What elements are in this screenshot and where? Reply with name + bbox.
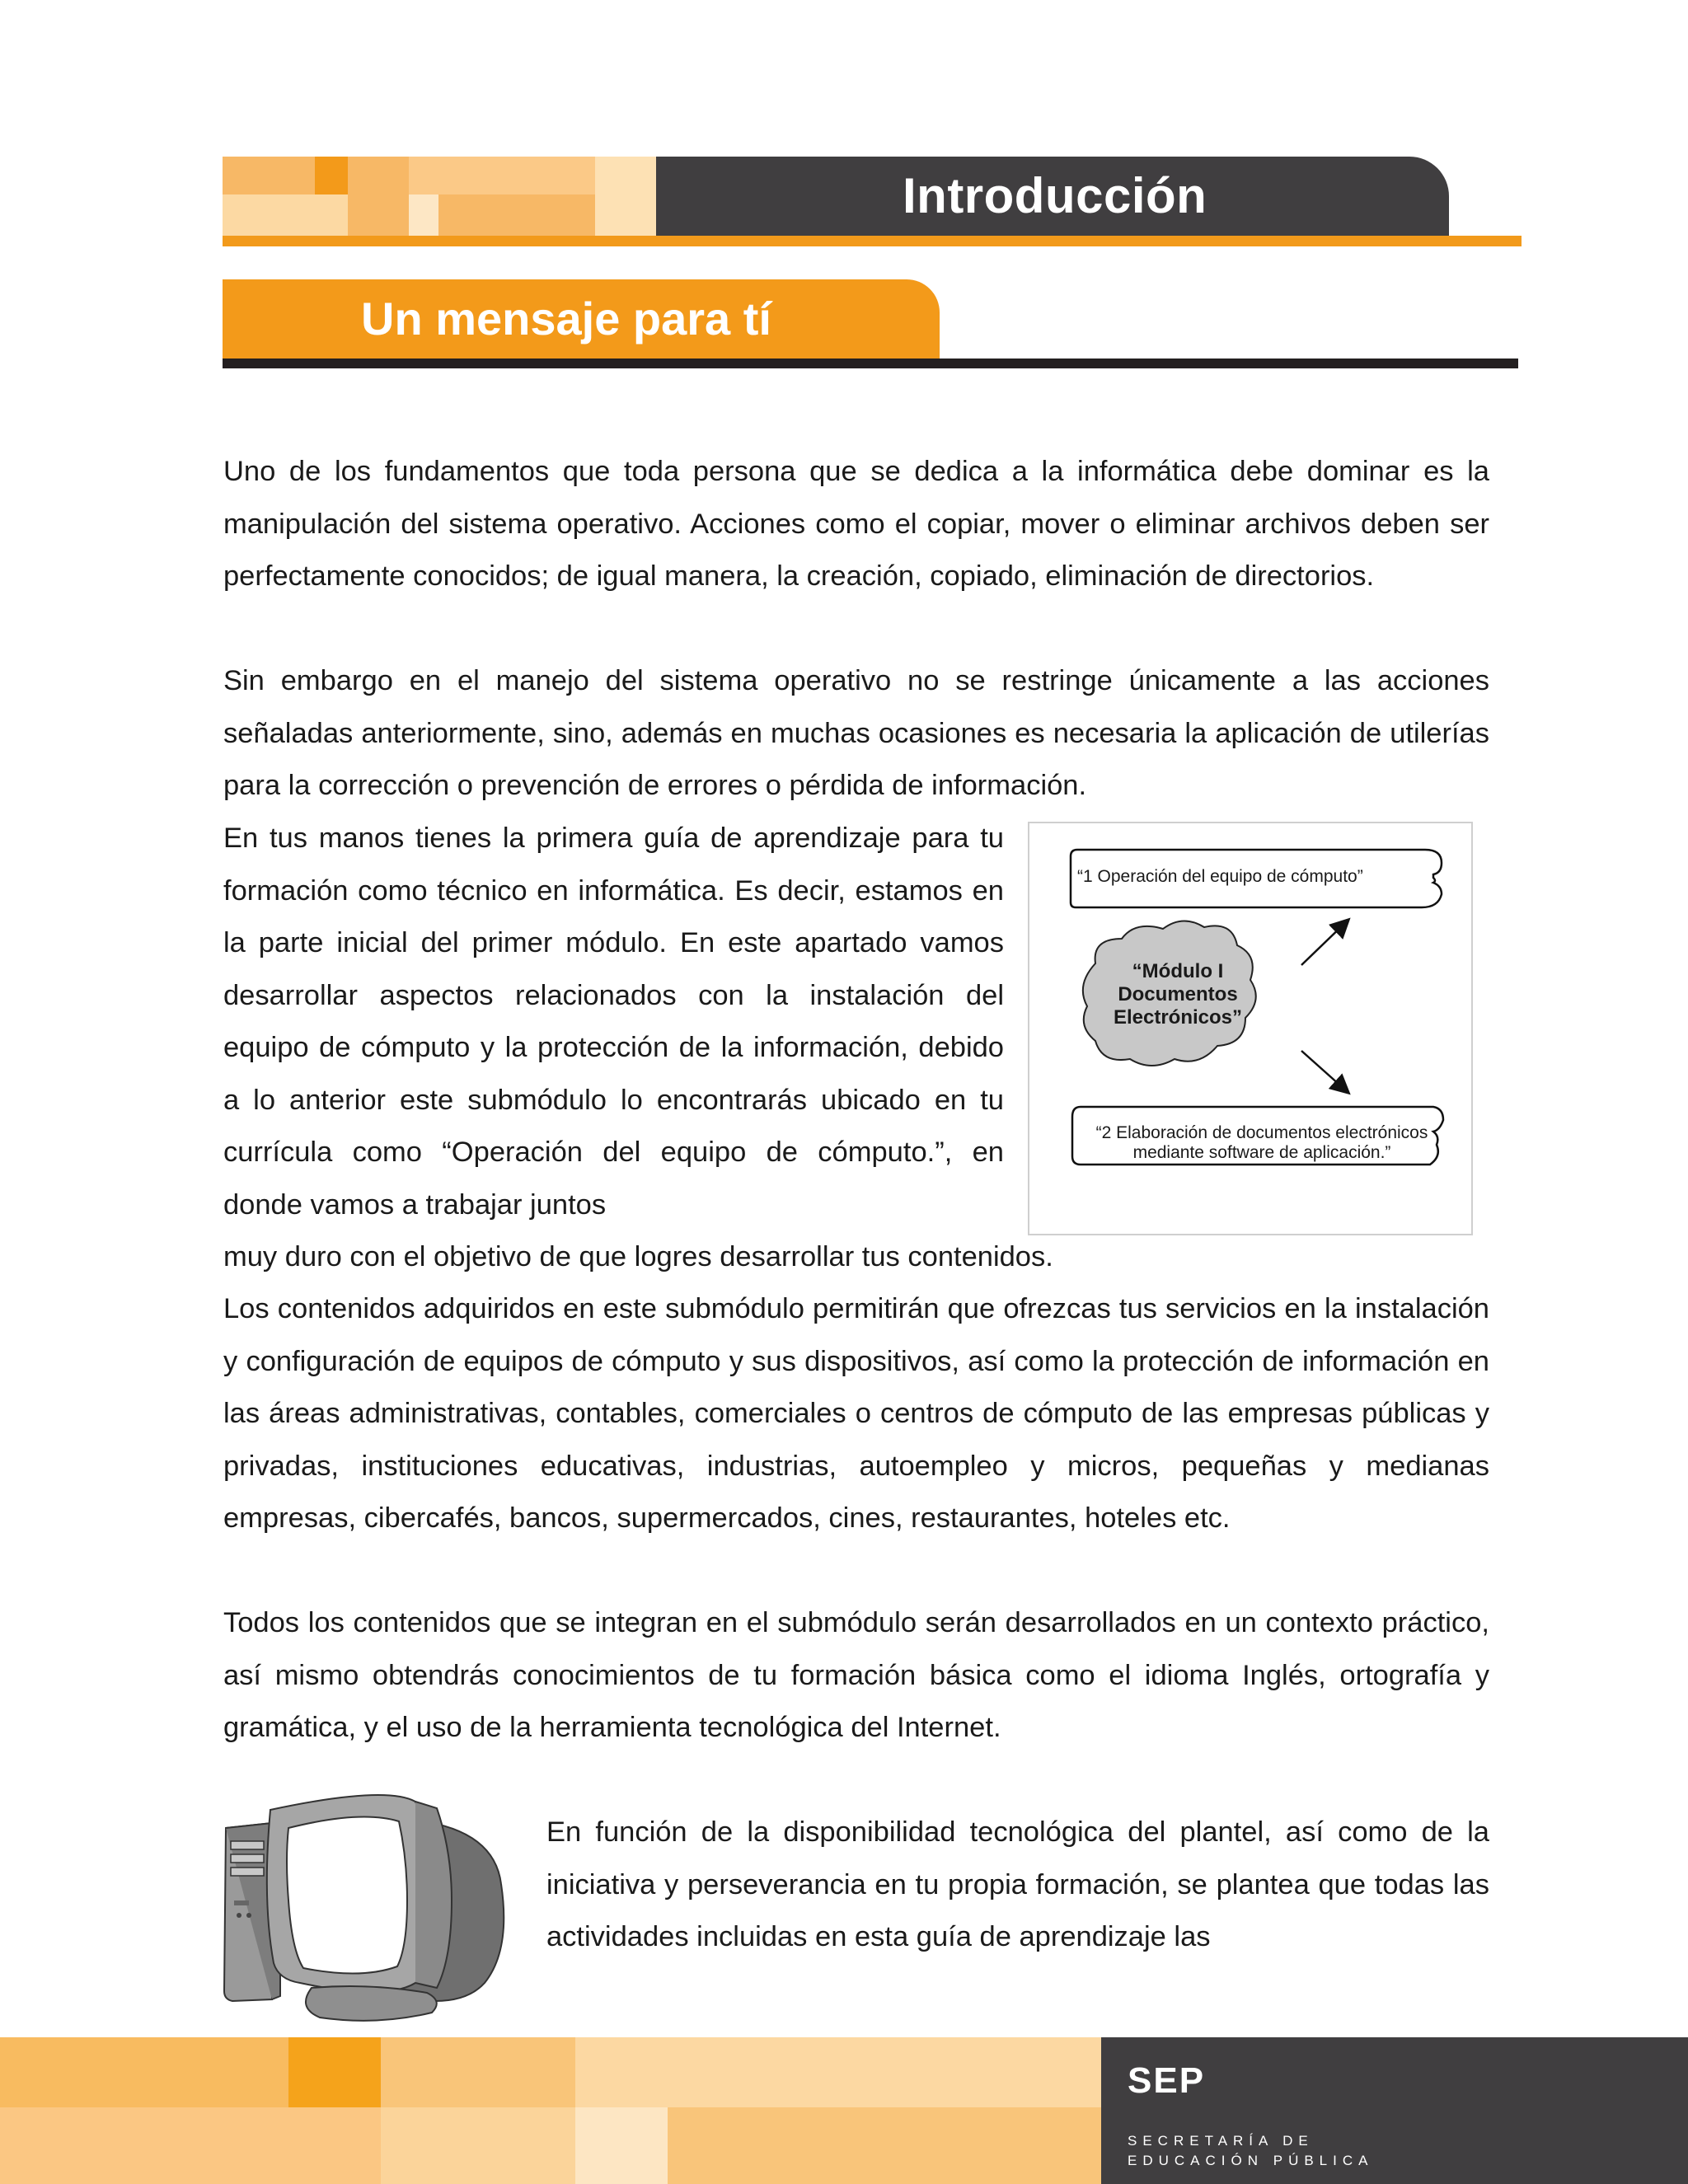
page-title: Introducción <box>903 168 1207 223</box>
diagram-bottom-label-2: mediante software de aplicación.” <box>1132 1143 1391 1162</box>
paragraph-3: En tus manos tienes la primera guía de aprendizaje para tu formación como técnico en informática. Es decir, estamos en la parte inicial del primer módulo. En este apartado vamos desarrollar aspectos relacionados con la instalación del equipo de cómputo y la protección de la información, debido a lo anterior este submódulo lo encontrarás ubicado en tu currícula como “Operación del equipo de cómputo.”, en donde vamos a trabajar juntos <box>223 823 1004 1221</box>
paragraph-1: Uno de los fundamentos que toda persona que se dedica a la informática debe dominar es la manipulación del sistema operativo. Acciones como el copiar, mover o eliminar archivos deben ser perfectamente conocidos; de igual manera, la creación, copiado, eliminación de directorios. <box>223 456 1489 592</box>
header-orange-rule <box>223 236 1522 246</box>
paragraph-6: En función de la disponibilidad tecnológica del plantel, así como de la iniciativa y perseverancia en tu propia formación, se plantea que todas las actividades incluidas en esta guía de aprendizaje las <box>546 1816 1489 1952</box>
diagram-cloud-line-1: “Módulo I <box>1132 960 1224 982</box>
paragraph-2: Sin embargo en el manejo del sistema operativo no se restringe únicamente a las acciones señaladas anteriormente, sino, además en muchas ocasiones es necesaria la aplicación de utilerías para la corrección o prevención de errores o pérdida de información. <box>223 665 1489 801</box>
section-title: Un mensaje para tí <box>361 293 771 344</box>
diagram-cloud-line-2: Documentos <box>1118 983 1238 1005</box>
paragraph-5: Todos los contenidos que se integran en el submódulo serán desarrollados en un contexto práctico, así mismo obtendrás conocimientos de tu formación básica como el idioma Inglés, ortografía y gramática, y el uso de la herramienta tecnológica del Internet. <box>223 1607 1489 1743</box>
sep-name-line-1: SECRETARÍA DE <box>1128 2133 1314 2149</box>
paragraph-3-tail: muy duro con el objetivo de que logres desarrollar tus contenidos. <box>223 1241 1053 1272</box>
computer-illustration <box>221 1785 518 2026</box>
footer-banner <box>0 2037 1688 2184</box>
sep-name-line-2: EDUCACIÓN PÚBLICA <box>1128 2153 1374 2168</box>
module-diagram <box>1028 822 1473 1235</box>
header-decor-blocks <box>223 157 658 236</box>
diagram-top-label: “1 Operación del equipo de cómputo” <box>1077 867 1363 886</box>
diagram-bottom-label-1: “2 Elaboración de documentos electrónicos <box>1095 1123 1428 1142</box>
diagram-cloud-line-3: Electrónicos” <box>1113 1006 1243 1029</box>
subheader-rule <box>223 359 1518 368</box>
sep-logo: SEP <box>1128 2060 1206 2101</box>
paragraph-4: Los contenidos adquiridos en este submódulo permitirán que ofrezcas tus servicios en la instalación y configuración de equipos de cómputo y sus dispositivos, así como la protección de información en las áreas administrativas, contables, comerciales o centros de cómputo de las empresas públicas y privadas, instituciones educativas, industrias, autoempleo y micros, pequeñas y medianas empresas, cibercafés, bancos, supermercados, cines, restaurantes, hoteles etc. <box>223 1293 1489 1534</box>
